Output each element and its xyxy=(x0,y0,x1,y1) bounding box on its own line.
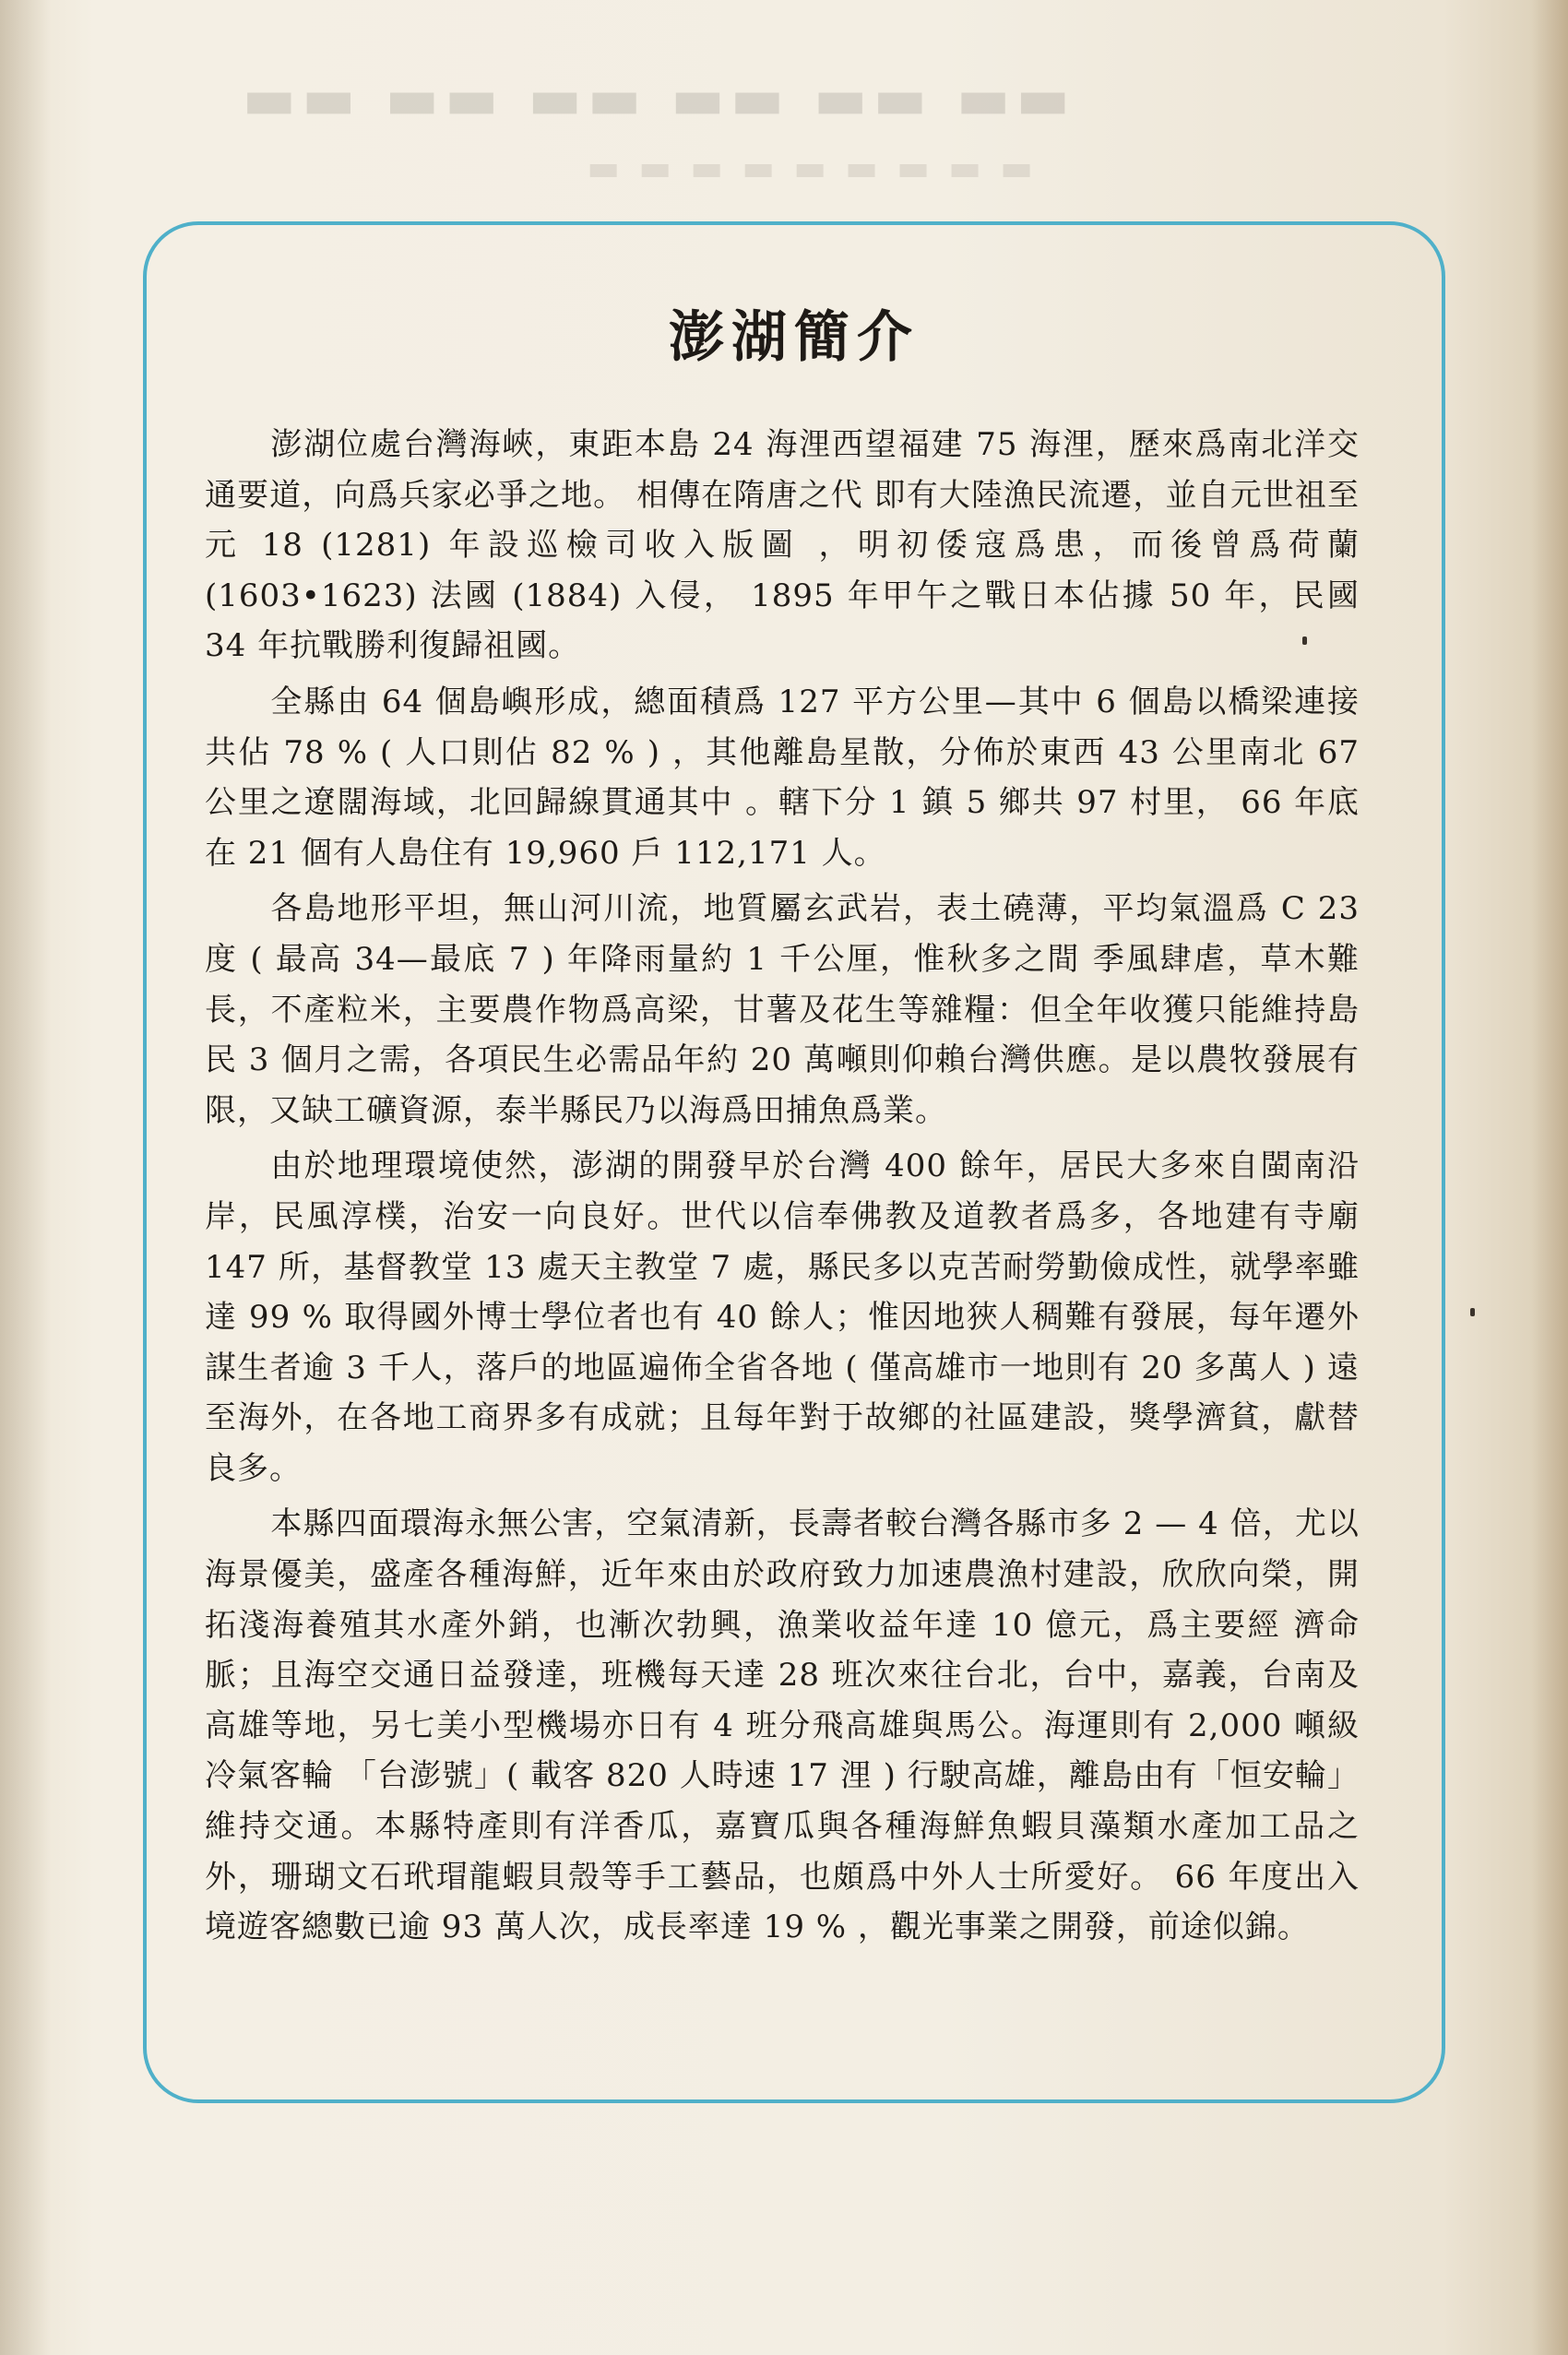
paragraph-history: 澎湖位處台灣海峽，東距本島 24 海浬西望福建 75 海浬，歷來爲南北洋交通要道，向爲兵家必爭之地。 相傳在隋唐之代 即有大陸漁民流遷，並自元世祖至元 18 (1281) 年設巡檢司收入版圖 ，明初倭寇爲患，而後曾爲荷蘭 (1603•1623) 法國 (1884) 入侵， 1895 年甲午之戰日本佔據 50 年，民國 34 年抗戰勝利復歸祖國。 xyxy=(205,426,1360,665)
paragraph-climate: 各島地形平坦，無山河川流，地質屬玄武岩，表土磽薄，平均氣溫爲 C 23 度 ( 最高 34—最底 7 ) 年降雨量約 1 千公厘，惟秋多之間 季風肆虐，草木難長，不產粒米，主要農作物爲高梁，甘薯及花生等雜糧：但全年收獲只能維持島民 3 個月之需，各項民生必需品年約 20 萬噸則仰賴台灣供應。是以農牧發展有限，又缺工礦資源，泰半縣民乃以海爲田捕魚爲業。 xyxy=(205,890,1360,1129)
article-body xyxy=(205,420,1360,1958)
spine-shadow xyxy=(0,0,51,2355)
show-through-decoration: ▬▬ ▬▬ ▬▬ ▬▬ ▬▬ ▬▬ xyxy=(236,65,1070,132)
show-through-decoration-2: ▬ ▬ ▬ ▬ ▬ ▬ ▬ ▬ ▬ xyxy=(583,148,1033,188)
ink-speck xyxy=(1470,1308,1475,1316)
paragraph-geography: 全縣由 64 個島嶼形成，總面積爲 127 平方公里—其中 6 個島以橋梁連接共佔 78 % ( 人口則佔 82 % ) ，其他離島星散，分佈於東西 43 公里南北 67 公里之遼闊海域，北回歸線貫通其中 。轄下分 1 鎮 5 鄉共 97 村里， 66 年底在 21 個有人島住有 19,960 戶 112,171 人。 xyxy=(205,683,1360,872)
page-edge-shadow xyxy=(1531,0,1568,2355)
ink-speck xyxy=(1302,636,1307,645)
page-title: 澎湖簡介 xyxy=(669,305,920,370)
paragraph-economy: 本縣四面環海永無公害，空氣清新，長壽者較台灣各縣市多 2 — 4 倍，尤以海景優美，盛產各種海鮮，近年來由於政府致力加速農漁村建設，欣欣向榮，開拓淺海養殖其水產外銷，也漸次勃興，漁業收益年達 10 億元，爲主要經 濟命脈；且海空交通日益發達，班機每天達 28 班次來往台北，台中，嘉義，台南及高雄等地，另七美小型機場亦日有 4 班分飛高雄與馬公。海運則有 2,000 噸級冷氣客輪 「台澎號」( 載客 820 人時速 17 浬 ) 行駛高雄，離島由有「恒安輪」維持交通。本縣特產則有洋香瓜，嘉寶瓜與各種海鮮魚蝦貝藻類水產加工品之外，珊瑚文石玳瑁龍蝦貝殼等手工藝品，也頗爲中外人士所愛好。 66 年度出入境遊客總數已逾 93 萬人次，成長率達 19 % ，觀光事業之開發，前途似錦。 xyxy=(205,1505,1360,1946)
paragraph-society: 由於地理環境使然，澎湖的開發早於台灣 400 餘年，居民大多來自閩南沿岸，民風淳樸，治安一向良好。世代以信奉佛教及道教者爲多，各地建有寺廟 147 所，基督教堂 13 處天主教堂 7 處，縣民多以克苦耐勞勤儉成性，就學率雖達 99 % 取得國外博士學位者也有 40 餘人；惟因地狹人稠難有發展，每年遷外謀生者逾 3 千人，落戶的地區遍佈全省各地 ( 僅高雄市一地則有 20 多萬人 ) 遠至海外，在各地工商界多有成就；且每年對于故鄉的社區建設，獎學濟貧，獻替良多。 xyxy=(205,1148,1360,1487)
